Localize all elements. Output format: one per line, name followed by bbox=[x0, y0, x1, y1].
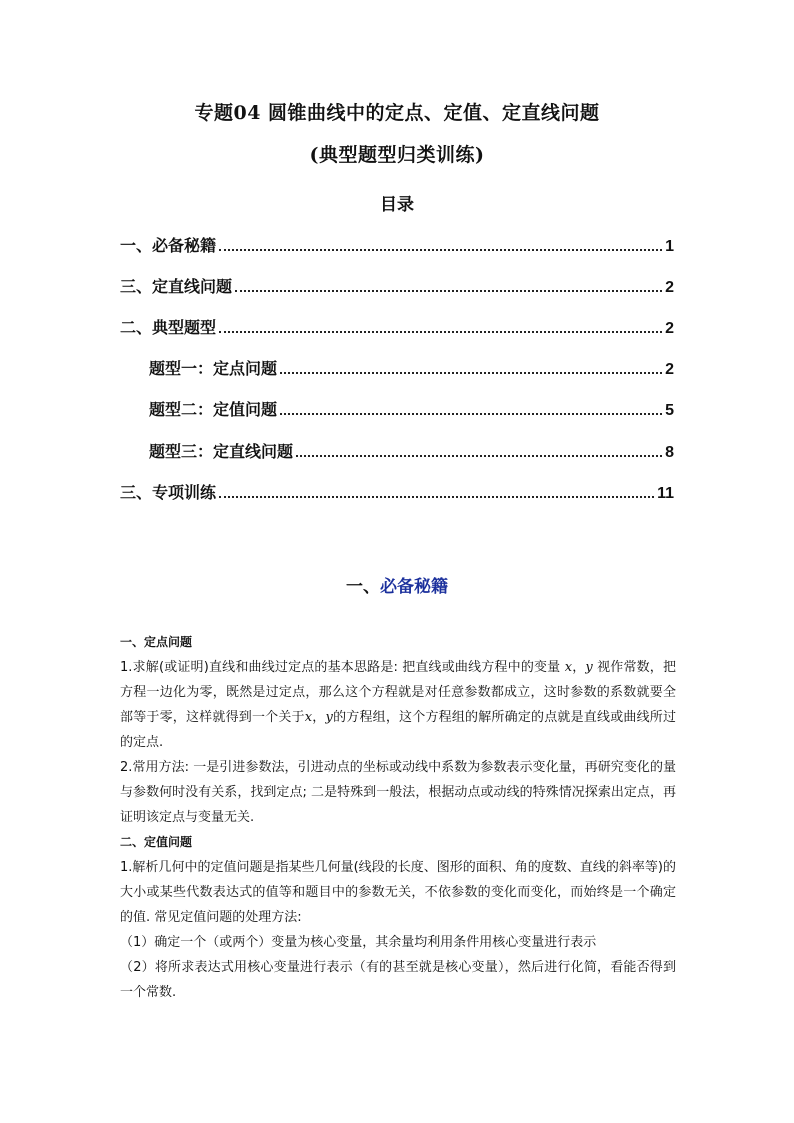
subsection-heading: 一、定点问题 bbox=[120, 635, 193, 649]
toc-item-page: 2 bbox=[665, 361, 674, 378]
toc-leader-dots bbox=[280, 372, 662, 374]
toc-item-label: 题型一：定点问题 bbox=[149, 359, 278, 378]
math-variable: x bbox=[304, 710, 313, 725]
toc-item[interactable] bbox=[120, 226, 674, 256]
toc-item-label: 题型二：定值问题 bbox=[149, 400, 278, 419]
toc-item-page: 8 bbox=[665, 444, 674, 461]
math-variable: x bbox=[564, 660, 573, 675]
toc-item-page: 11 bbox=[657, 485, 674, 502]
paragraph: 1.求解(或证明)直线和曲线过定点的基本思路是: 把直线或曲线方程中的变量 x，y 视作常数，把方程一边化为零，既然是过定点，那么这个方程就是对任意参数都成立，这时参数的系数就要全部等于零，这样就得到一个关于x，y的方程组，这个方程组的解所确定的点就是直线或曲线所过的定点. bbox=[120, 660, 676, 750]
paragraph: （2）将所求表达式用核心变量进行表示（有的甚至就是核心变量），然后进行化简，看能否得到一个常数. bbox=[120, 960, 676, 1000]
toc-item-label: 一、必备秘籍 bbox=[120, 236, 217, 255]
section-heading bbox=[0, 572, 794, 597]
toc-leader-dots bbox=[296, 455, 662, 457]
toc-item[interactable] bbox=[149, 390, 674, 420]
toc-leader-dots bbox=[235, 290, 662, 292]
document-title: 专题04 圆锥曲线中的定点、定值、定直线问题 bbox=[194, 102, 600, 124]
paragraph-text: 视作常数，把方程一边化为零，既然是过定点，那么这个方程就是对任意参数都成立，这时参数的系数就要全部等于零，这样就得到一个关于 bbox=[120, 660, 676, 725]
section-heading-title: 必备秘籍 bbox=[380, 577, 448, 597]
section-body bbox=[120, 630, 676, 1005]
toc-item[interactable] bbox=[149, 432, 674, 462]
document-subtitle: (典型题型归类训练) bbox=[309, 144, 485, 166]
toc-item-label: 二、典型题型 bbox=[120, 318, 217, 337]
toc-leader-dots bbox=[219, 496, 654, 498]
paragraph-text: 的方程组，这个方程组的解所确定的点就是直线或曲线所过的定点. bbox=[120, 710, 676, 750]
toc-item-page: 2 bbox=[665, 279, 674, 296]
paragraph: （1）确定一个（或两个）变量为核心变量，其余量均利用条件用核心变量进行表示 bbox=[120, 935, 597, 950]
toc-leader-dots bbox=[219, 331, 662, 333]
toc-item-page: 1 bbox=[665, 238, 674, 255]
paragraph-text: 1.求解(或证明)直线和曲线过定点的基本思路是: 把直线或曲线方程中的变量 bbox=[120, 660, 561, 675]
toc-item[interactable] bbox=[120, 267, 674, 297]
toc-item[interactable] bbox=[120, 308, 674, 338]
paragraph: 2.常用方法: 一是引进参数法，引进动点的坐标或动线中系数为参数表示变化量，再研究变化的量与参数何时没有关系，找到定点; 二是特殊到一般法，根据动点或动线的特殊情况探索出定点，再证明该定点与变量无关. bbox=[120, 760, 676, 825]
math-variable: y bbox=[585, 660, 593, 675]
subsection-heading: 二、定值问题 bbox=[120, 835, 193, 849]
toc-leader-dots bbox=[219, 249, 662, 251]
toc-heading: 目录 bbox=[380, 195, 414, 215]
toc-item-label: 三、定直线问题 bbox=[120, 277, 233, 296]
section-heading-prefix: 一、 bbox=[346, 577, 380, 597]
toc-item-page: 5 bbox=[665, 402, 674, 419]
toc-item-page: 2 bbox=[665, 320, 674, 337]
math-variable: y bbox=[325, 710, 333, 725]
toc-item[interactable] bbox=[149, 349, 674, 379]
toc-leader-dots bbox=[280, 413, 662, 415]
toc-item-label: 三、专项训练 bbox=[120, 483, 217, 502]
toc-item[interactable] bbox=[120, 473, 674, 503]
paragraph: 1.解析几何中的定值问题是指某些几何量(线段的长度、图形的面积、角的度数、直线的斜率等)的大小或某些代数表达式的值等和题目中的参数无关，不依参数的变化而变化，而始终是一个确定的值. 常见定值问题的处理方法: bbox=[120, 860, 676, 925]
toc-item-label: 题型三：定直线问题 bbox=[149, 442, 294, 461]
